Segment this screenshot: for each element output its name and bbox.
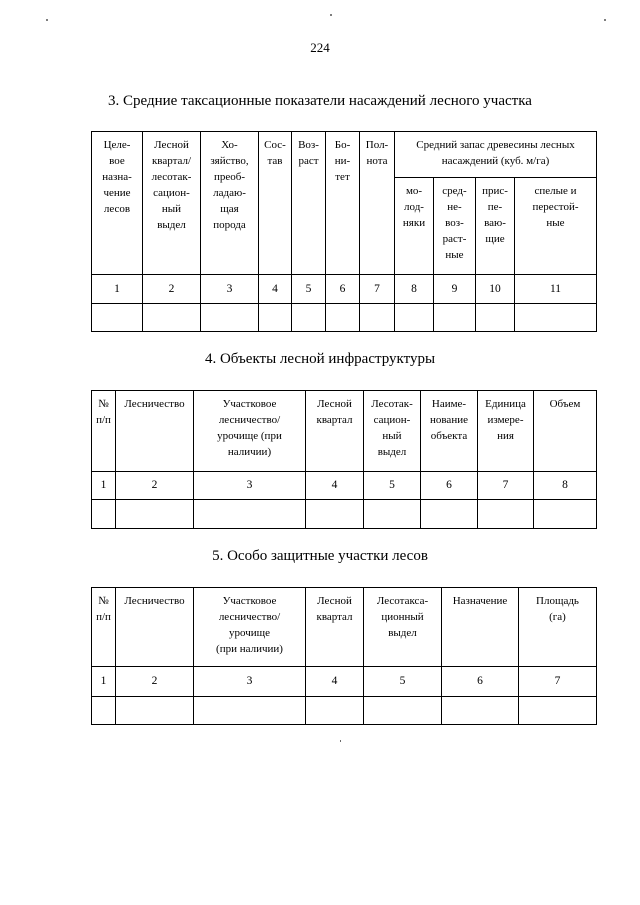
empty-cell <box>364 500 421 529</box>
scan-speck <box>604 19 606 21</box>
column-number: 4 <box>259 275 292 304</box>
header-cell: Лесничество <box>116 391 194 472</box>
empty-cell <box>92 304 143 332</box>
sub-header-cell: сред- не- воз- раст- ные <box>434 178 476 275</box>
empty-cell <box>292 304 326 332</box>
column-number: 1 <box>92 275 143 304</box>
empty-cell <box>360 304 395 332</box>
sub-header-cell: спелые и перестой- ные <box>515 178 597 275</box>
header-cell: Наиме- нование объекта <box>421 391 478 472</box>
header-cell: Целе- вое назна- чение лесов <box>92 132 143 275</box>
scan-speck <box>340 740 341 742</box>
column-number: 2 <box>143 275 201 304</box>
column-number: 5 <box>292 275 326 304</box>
section-4-title: 4. Объекты лесной инфраструктуры <box>204 351 436 367</box>
column-number: 1 <box>92 667 116 697</box>
group-header-cell: Средний запас древесины лесных насаждений (куб. м/га) <box>395 132 597 178</box>
empty-cell <box>116 500 194 529</box>
header-cell: Хо- зяйство, преоб- ладаю- щая порода <box>201 132 259 275</box>
header-cell: Бо- ни- тет <box>326 132 360 275</box>
column-number: 9 <box>434 275 476 304</box>
header-cell: № п/п <box>92 391 116 472</box>
empty-cell <box>395 304 434 332</box>
header-cell: Лесной квартал <box>306 391 364 472</box>
column-number: 7 <box>478 472 534 500</box>
header-cell: Сос- тав <box>259 132 292 275</box>
header-cell: Лесной квартал <box>306 588 364 667</box>
empty-cell <box>478 500 534 529</box>
empty-cell <box>194 500 306 529</box>
header-cell: Единица измере- ния <box>478 391 534 472</box>
empty-cell <box>92 500 116 529</box>
empty-cell <box>194 697 306 725</box>
empty-cell <box>92 697 116 725</box>
column-number: 3 <box>194 667 306 697</box>
header-cell: Лесничество <box>116 588 194 667</box>
column-number: 11 <box>515 275 597 304</box>
empty-cell <box>259 304 292 332</box>
column-number: 3 <box>194 472 306 500</box>
empty-cell <box>519 697 597 725</box>
empty-cell <box>143 304 201 332</box>
header-cell: Участковое лесничество/ урочище (при наличии) <box>194 391 306 472</box>
empty-cell <box>326 304 360 332</box>
scan-speck <box>46 19 48 21</box>
section-3-title: 3. Средние таксационные показатели насаждений лесного участка <box>108 93 532 109</box>
header-cell: Лесотакса- ционный выдел <box>364 588 442 667</box>
column-number: 4 <box>306 472 364 500</box>
empty-cell <box>434 304 476 332</box>
section-5-table <box>91 587 597 725</box>
column-number: 8 <box>534 472 597 500</box>
column-number: 1 <box>92 472 116 500</box>
empty-cell <box>116 697 194 725</box>
header-cell: Участковое лесничество/ урочище (при наличии) <box>194 588 306 667</box>
empty-cell <box>534 500 597 529</box>
page-number: 224 <box>310 40 330 55</box>
section-5-title: 5. Особо защитные участки лесов <box>212 548 428 564</box>
empty-cell <box>306 697 364 725</box>
column-number: 10 <box>476 275 515 304</box>
sub-header-cell: прис- пе- ваю- щие <box>476 178 515 275</box>
scan-speck <box>330 14 332 16</box>
empty-cell <box>515 304 597 332</box>
header-cell: № п/п <box>92 588 116 667</box>
column-number: 2 <box>116 667 194 697</box>
column-number: 8 <box>395 275 434 304</box>
empty-cell <box>306 500 364 529</box>
empty-cell <box>421 500 478 529</box>
section-3-table <box>91 131 597 332</box>
empty-cell <box>442 697 519 725</box>
column-number: 6 <box>442 667 519 697</box>
column-number: 7 <box>360 275 395 304</box>
header-cell: Пол- нота <box>360 132 395 275</box>
column-number: 4 <box>306 667 364 697</box>
column-number: 2 <box>116 472 194 500</box>
header-cell: Объем <box>534 391 597 472</box>
header-cell: Площадь (га) <box>519 588 597 667</box>
empty-cell <box>476 304 515 332</box>
empty-cell <box>364 697 442 725</box>
column-number: 6 <box>326 275 360 304</box>
column-number: 6 <box>421 472 478 500</box>
column-number: 7 <box>519 667 597 697</box>
empty-cell <box>201 304 259 332</box>
header-cell: Лесной квартал/ лесотак- сацион- ный выдел <box>143 132 201 275</box>
header-cell: Воз- раст <box>292 132 326 275</box>
column-number: 5 <box>364 472 421 500</box>
header-cell: Лесотак- сацион- ный выдел <box>364 391 421 472</box>
column-number: 3 <box>201 275 259 304</box>
column-number: 5 <box>364 667 442 697</box>
sub-header-cell: мо- лод- няки <box>395 178 434 275</box>
header-cell: Назначение <box>442 588 519 667</box>
section-4-table <box>91 390 597 529</box>
